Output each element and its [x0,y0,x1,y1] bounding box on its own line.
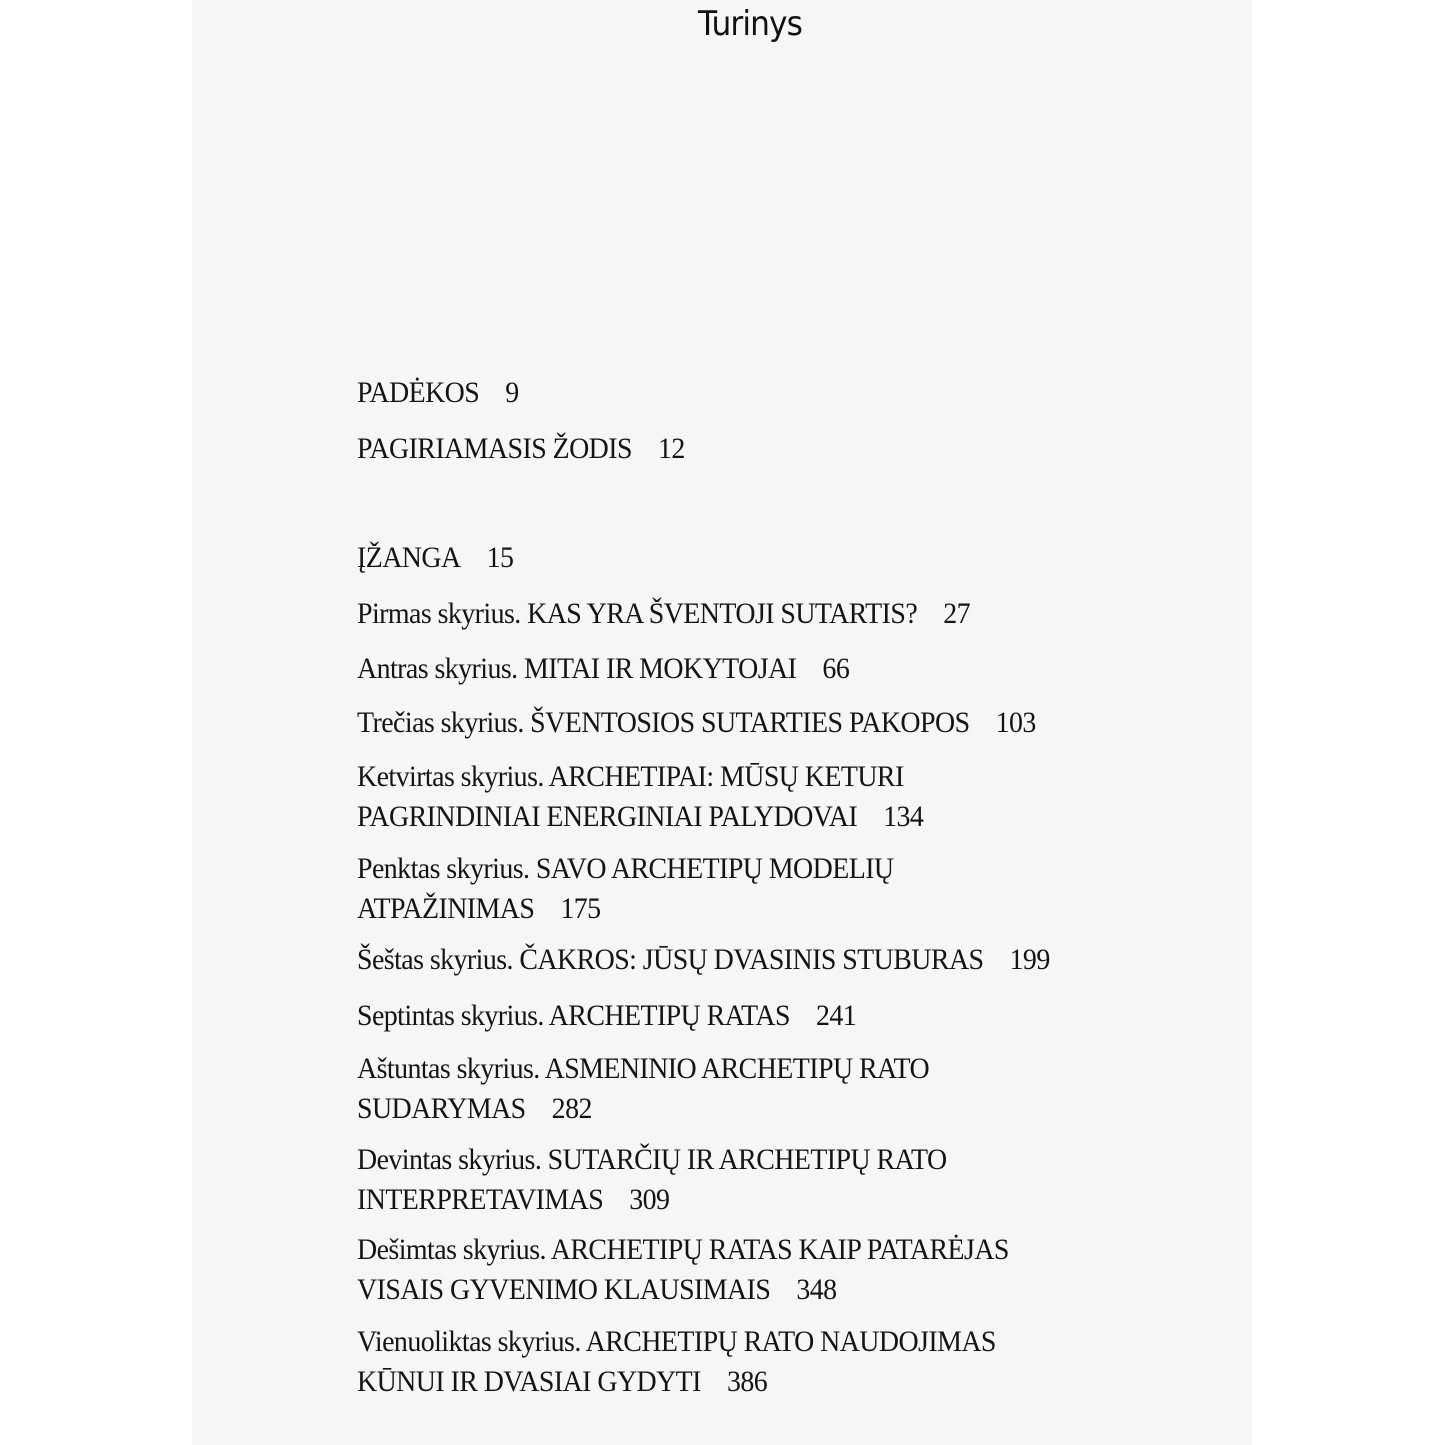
toc-entry-title-line: PADĖKOS [357,376,480,409]
toc-entry-title [357,594,970,634]
toc-entry-title [357,373,519,413]
toc-entry-title-line: Trečias skyrius. ŠVENTOSIOS SUTARTIES PAKOPOS [357,706,970,739]
toc-entry [357,429,685,469]
toc-entry-title-line: VISAIS GYVENIMO KLAUSIMAIS [357,1273,771,1306]
toc-entry-page-number: 27 [943,597,970,630]
toc-entry-title-line: Dešimtas skyrius. ARCHETIPŲ RATAS KAIP PATARĖJAS [357,1233,1009,1266]
toc-entry-title-line: Ketvirtas skyrius. ARCHETIPAI: MŪSŲ KETURI [357,760,904,793]
toc-entry-title [357,757,923,797]
toc-entry [357,996,856,1036]
toc-entry-title [357,538,513,578]
toc-entry-title-line: Šeštas skyrius. ČAKROS: JŪSŲ DVASINIS STUBURAS [357,943,984,976]
toc-entry-title [357,1230,1009,1270]
toc-entry-title [357,1362,996,1402]
toc-entry [357,757,923,837]
toc-entry-title [357,849,894,889]
toc-entry-title [357,889,894,929]
toc-entry-title [357,940,1050,980]
toc-entry-page-number: 386 [726,1365,768,1398]
toc-entry [357,1049,929,1129]
toc-entry-title-line: INTERPRETAVIMAS [357,1183,604,1216]
toc-entry-title [357,1140,947,1180]
toc-entry-title-line: ATPAŽINIMAS [357,892,535,925]
toc-entry-title [357,649,849,689]
toc-entry-title-line: Aštuntas skyrius. ASMENINIO ARCHETIPŲ RATO [357,1052,930,1085]
toc-entry-page-number: 66 [822,652,850,685]
toc-entry [357,703,1036,743]
toc-entry [357,649,849,689]
toc-entry-page-number: 103 [995,706,1036,739]
toc-entry-title-line: Antras skyrius. MITAI IR MOKYTOJAI [357,652,797,685]
toc-entry-title [357,1089,929,1129]
toc-entry-page-number: 12 [658,432,685,465]
toc-entry [357,1322,996,1402]
toc-entry-page-number: 309 [629,1183,670,1216]
toc-entry-title [357,1270,1009,1310]
toc-entry-title-line: PAGIRIAMASIS ŽODIS [357,432,632,465]
toc-entry [357,1140,947,1220]
toc-entry-title-line: SUDARYMAS [357,1092,526,1125]
toc-entry-title [357,1322,996,1362]
page-title: Turinys [698,4,802,44]
toc-entry-title-line: PAGRINDINIAI ENERGINIAI PALYDOVAI [357,800,858,833]
toc-entry-title [357,1049,929,1089]
toc-entry [357,940,1050,980]
toc-entry-title-line: Septintas skyrius. ARCHETIPŲ RATAS [357,999,790,1032]
toc-entry-title [357,1180,947,1220]
toc-entry-title [357,996,856,1036]
toc-entry-title [357,797,923,837]
toc-entry-page-number: 348 [796,1273,837,1306]
toc-entry [357,1230,1009,1310]
toc-entry [357,538,513,578]
toc-entry-page-number: 134 [883,800,924,833]
toc-entry-title-line: Vienuoliktas skyrius. ARCHETIPŲ RATO NAUDOJIMAS [357,1325,996,1358]
toc-entry-title-line: KŪNUI IR DVASIAI GYDYTI [357,1365,701,1398]
toc-entry-page-number: 241 [816,999,857,1032]
toc-entry-title-line: Devintas skyrius. SUTARČIŲ IR ARCHETIPŲ RATO [357,1143,947,1176]
toc-entry [357,373,519,413]
toc-entry-title-line: Pirmas skyrius. KAS YRA ŠVENTOJI SUTARTIS? [357,597,918,630]
toc-entry-page-number: 282 [551,1092,592,1125]
toc-entry-page-number: 175 [560,892,601,925]
toc-entry-page-number: 15 [486,541,514,574]
toc-entry-title-line: Penktas skyrius. SAVO ARCHETIPŲ MODELIŲ [357,852,894,885]
toc-entry [357,849,894,929]
toc-entry [357,594,970,634]
toc-entry-page-number: 9 [505,376,519,409]
toc-entry-title [357,429,685,469]
toc-entry-title [357,703,1036,743]
toc-entry-title-line: ĮŽANGA [357,541,461,574]
toc-entry-page-number: 199 [1009,943,1050,976]
